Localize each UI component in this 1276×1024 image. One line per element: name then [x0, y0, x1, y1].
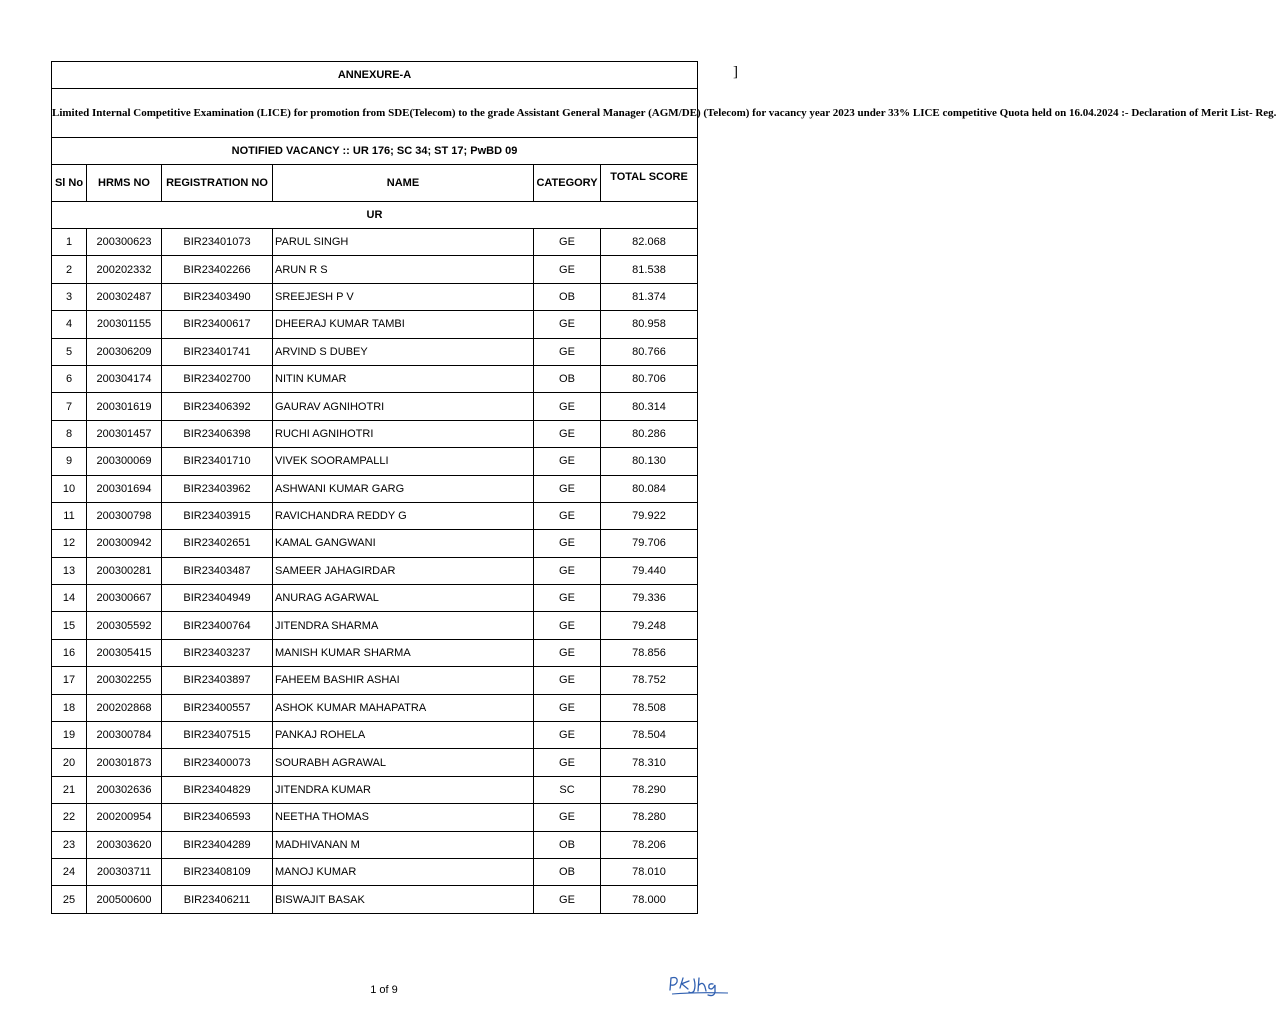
annexure-label: ANNEXURE-A	[52, 62, 698, 89]
cell-category: GE	[534, 420, 601, 447]
table-row	[52, 722, 698, 749]
table-row	[52, 502, 698, 529]
cell-category: GE	[534, 311, 601, 338]
table-row	[52, 338, 698, 365]
cell-name: ASHWANI KUMAR GARG	[273, 475, 534, 502]
document-title: Limited Internal Competitive Examination (LICE) for promotion from SDE(Telecom) to the grade Assistant General Manager (AGM/DE) (Telecom) for vacancy year 2023 under 33% LICE competitive Quota held on 16.04.2024 :- Declaration of Merit List- Reg.	[52, 89, 698, 138]
cell-name: ASHOK KUMAR MAHAPATRA	[273, 694, 534, 721]
page-number: 1 of 9	[370, 984, 398, 996]
section-row	[52, 202, 698, 229]
side-mark: ]	[733, 64, 738, 80]
cell-name: SOURABH AGRAWAL	[273, 749, 534, 776]
cell-name: MANOJ KUMAR	[273, 858, 534, 885]
cell-hrms-no: 200301694	[87, 475, 162, 502]
cell-category: GE	[534, 229, 601, 256]
cell-hrms-no: 200301457	[87, 420, 162, 447]
cell-sl-no: 2	[52, 256, 87, 283]
cell-total-score: 80.130	[601, 448, 698, 475]
cell-registration-no: BIR23402651	[162, 530, 273, 557]
header-sl-no: Sl No	[52, 165, 87, 202]
cell-hrms-no: 200300942	[87, 530, 162, 557]
cell-total-score: 80.766	[601, 338, 698, 365]
cell-category: GE	[534, 639, 601, 666]
cell-total-score: 78.752	[601, 667, 698, 694]
cell-hrms-no: 200304174	[87, 365, 162, 392]
cell-hrms-no: 200300667	[87, 585, 162, 612]
header-name: NAME	[273, 165, 534, 202]
cell-total-score: 78.000	[601, 886, 698, 913]
header-hrms-no: HRMS NO	[87, 165, 162, 202]
cell-sl-no: 17	[52, 667, 87, 694]
cell-total-score: 79.706	[601, 530, 698, 557]
cell-registration-no: BIR23404949	[162, 585, 273, 612]
table-row	[52, 612, 698, 639]
cell-sl-no: 15	[52, 612, 87, 639]
table-row	[52, 585, 698, 612]
cell-hrms-no: 200300784	[87, 722, 162, 749]
cell-hrms-no: 200202868	[87, 694, 162, 721]
cell-total-score: 80.706	[601, 365, 698, 392]
cell-hrms-no: 200302487	[87, 283, 162, 310]
cell-registration-no: BIR23400557	[162, 694, 273, 721]
cell-name: RUCHI AGNIHOTRI	[273, 420, 534, 447]
cell-name: DHEERAJ KUMAR TAMBI	[273, 311, 534, 338]
cell-hrms-no: 200302636	[87, 776, 162, 803]
cell-hrms-no: 200303620	[87, 831, 162, 858]
cell-name: BISWAJIT BASAK	[273, 886, 534, 913]
cell-registration-no: BIR23401710	[162, 448, 273, 475]
cell-sl-no: 23	[52, 831, 87, 858]
header-total-score: TOTAL SCORE	[601, 165, 698, 202]
cell-category: GE	[534, 749, 601, 776]
cell-category: GE	[534, 256, 601, 283]
cell-name: GAURAV AGNIHOTRI	[273, 393, 534, 420]
cell-total-score: 81.374	[601, 283, 698, 310]
cell-name: JITENDRA KUMAR	[273, 776, 534, 803]
cell-registration-no: BIR23404289	[162, 831, 273, 858]
cell-registration-no: BIR23406593	[162, 804, 273, 831]
signature	[666, 972, 736, 1003]
table-row	[52, 365, 698, 392]
cell-registration-no: BIR23401073	[162, 229, 273, 256]
cell-category: GE	[534, 612, 601, 639]
cell-sl-no: 4	[52, 311, 87, 338]
cell-registration-no: BIR23404829	[162, 776, 273, 803]
cell-category: OB	[534, 831, 601, 858]
cell-category: GE	[534, 448, 601, 475]
cell-category: GE	[534, 557, 601, 584]
cell-total-score: 80.286	[601, 420, 698, 447]
table-row	[52, 858, 698, 885]
cell-registration-no: BIR23406211	[162, 886, 273, 913]
cell-sl-no: 14	[52, 585, 87, 612]
cell-category: GE	[534, 886, 601, 913]
table-row	[52, 420, 698, 447]
cell-name: SAMEER JAHAGIRDAR	[273, 557, 534, 584]
header-row	[52, 165, 698, 202]
cell-total-score: 78.010	[601, 858, 698, 885]
cell-category: GE	[534, 393, 601, 420]
cell-registration-no: BIR23402266	[162, 256, 273, 283]
cell-hrms-no: 200300069	[87, 448, 162, 475]
cell-registration-no: BIR23403487	[162, 557, 273, 584]
table-row	[52, 475, 698, 502]
cell-sl-no: 24	[52, 858, 87, 885]
cell-category: GE	[534, 338, 601, 365]
cell-registration-no: BIR23400073	[162, 749, 273, 776]
cell-name: PARUL SINGH	[273, 229, 534, 256]
table-row	[52, 776, 698, 803]
header-registration-no: REGISTRATION NO	[162, 165, 273, 202]
cell-name: KAMAL GANGWANI	[273, 530, 534, 557]
cell-sl-no: 13	[52, 557, 87, 584]
cell-total-score: 78.310	[601, 749, 698, 776]
table-row	[52, 831, 698, 858]
cell-sl-no: 20	[52, 749, 87, 776]
cell-category: SC	[534, 776, 601, 803]
cell-registration-no: BIR23400617	[162, 311, 273, 338]
cell-hrms-no: 200200954	[87, 804, 162, 831]
cell-category: GE	[534, 585, 601, 612]
cell-name: SREEJESH P V	[273, 283, 534, 310]
cell-category: GE	[534, 475, 601, 502]
cell-sl-no: 1	[52, 229, 87, 256]
cell-name: PANKAJ ROHELA	[273, 722, 534, 749]
table-row	[52, 886, 698, 913]
cell-hrms-no: 200302255	[87, 667, 162, 694]
cell-total-score: 78.206	[601, 831, 698, 858]
cell-name: MADHIVANAN M	[273, 831, 534, 858]
table-row	[52, 667, 698, 694]
cell-category: GE	[534, 502, 601, 529]
cell-total-score: 78.280	[601, 804, 698, 831]
cell-sl-no: 5	[52, 338, 87, 365]
cell-total-score: 79.336	[601, 585, 698, 612]
cell-sl-no: 18	[52, 694, 87, 721]
cell-registration-no: BIR23403897	[162, 667, 273, 694]
table-row	[52, 448, 698, 475]
table-row	[52, 749, 698, 776]
cell-category: OB	[534, 365, 601, 392]
cell-hrms-no: 200202332	[87, 256, 162, 283]
cell-hrms-no: 200303711	[87, 858, 162, 885]
cell-name: NITIN KUMAR	[273, 365, 534, 392]
cell-category: GE	[534, 530, 601, 557]
cell-total-score: 78.856	[601, 639, 698, 666]
cell-total-score: 79.248	[601, 612, 698, 639]
cell-registration-no: BIR23401741	[162, 338, 273, 365]
cell-total-score: 80.958	[601, 311, 698, 338]
cell-total-score: 81.538	[601, 256, 698, 283]
cell-sl-no: 16	[52, 639, 87, 666]
cell-hrms-no: 200301873	[87, 749, 162, 776]
cell-registration-no: BIR23402700	[162, 365, 273, 392]
cell-registration-no: BIR23406392	[162, 393, 273, 420]
table-row	[52, 694, 698, 721]
cell-name: ANURAG AGARWAL	[273, 585, 534, 612]
cell-hrms-no: 200300281	[87, 557, 162, 584]
cell-sl-no: 19	[52, 722, 87, 749]
cell-total-score: 79.922	[601, 502, 698, 529]
cell-category: GE	[534, 667, 601, 694]
cell-registration-no: BIR23403962	[162, 475, 273, 502]
cell-registration-no: BIR23400764	[162, 612, 273, 639]
annexure-row	[52, 62, 698, 89]
cell-hrms-no: 200300623	[87, 229, 162, 256]
cell-sl-no: 6	[52, 365, 87, 392]
cell-total-score: 78.508	[601, 694, 698, 721]
cell-total-score: 80.314	[601, 393, 698, 420]
cell-name: VIVEK SOORAMPALLI	[273, 448, 534, 475]
table-row	[52, 530, 698, 557]
cell-name: FAHEEM BASHIR ASHAI	[273, 667, 534, 694]
cell-hrms-no: 200500600	[87, 886, 162, 913]
header-category: CATEGORY	[534, 165, 601, 202]
cell-hrms-no: 200306209	[87, 338, 162, 365]
cell-registration-no: BIR23403237	[162, 639, 273, 666]
cell-category: GE	[534, 804, 601, 831]
cell-total-score: 78.290	[601, 776, 698, 803]
cell-sl-no: 9	[52, 448, 87, 475]
cell-registration-no: BIR23408109	[162, 858, 273, 885]
section-label: UR	[52, 202, 698, 229]
cell-name: ARUN R S	[273, 256, 534, 283]
cell-name: MANISH KUMAR SHARMA	[273, 639, 534, 666]
cell-total-score: 80.084	[601, 475, 698, 502]
cell-sl-no: 12	[52, 530, 87, 557]
title-row	[52, 89, 698, 138]
cell-sl-no: 7	[52, 393, 87, 420]
cell-registration-no: BIR23406398	[162, 420, 273, 447]
table-row	[52, 311, 698, 338]
cell-total-score: 79.440	[601, 557, 698, 584]
cell-name: RAVICHANDRA REDDY G	[273, 502, 534, 529]
vacancy-row	[52, 138, 698, 165]
cell-category: GE	[534, 722, 601, 749]
cell-sl-no: 25	[52, 886, 87, 913]
cell-sl-no: 10	[52, 475, 87, 502]
cell-registration-no: BIR23403915	[162, 502, 273, 529]
cell-category: GE	[534, 694, 601, 721]
table-row	[52, 639, 698, 666]
cell-hrms-no: 200305592	[87, 612, 162, 639]
cell-hrms-no: 200301155	[87, 311, 162, 338]
signature-image	[666, 972, 736, 998]
table-row	[52, 256, 698, 283]
cell-registration-no: BIR23403490	[162, 283, 273, 310]
cell-sl-no: 8	[52, 420, 87, 447]
cell-sl-no: 21	[52, 776, 87, 803]
table-row	[52, 283, 698, 310]
cell-sl-no: 11	[52, 502, 87, 529]
table-row	[52, 229, 698, 256]
cell-hrms-no: 200301619	[87, 393, 162, 420]
cell-total-score: 78.504	[601, 722, 698, 749]
cell-name: ARVIND S DUBEY	[273, 338, 534, 365]
cell-name: JITENDRA SHARMA	[273, 612, 534, 639]
cell-sl-no: 3	[52, 283, 87, 310]
cell-category: OB	[534, 858, 601, 885]
cell-hrms-no: 200305415	[87, 639, 162, 666]
table-row	[52, 557, 698, 584]
cell-sl-no: 22	[52, 804, 87, 831]
table-row	[52, 393, 698, 420]
cell-name: NEETHA THOMAS	[273, 804, 534, 831]
cell-registration-no: BIR23407515	[162, 722, 273, 749]
cell-category: OB	[534, 283, 601, 310]
merit-list-table	[51, 61, 1276, 914]
notified-vacancy: NOTIFIED VACANCY :: UR 176; SC 34; ST 17; PwBD 09	[52, 138, 698, 165]
cell-hrms-no: 200300798	[87, 502, 162, 529]
table-row	[52, 804, 698, 831]
cell-total-score: 82.068	[601, 229, 698, 256]
